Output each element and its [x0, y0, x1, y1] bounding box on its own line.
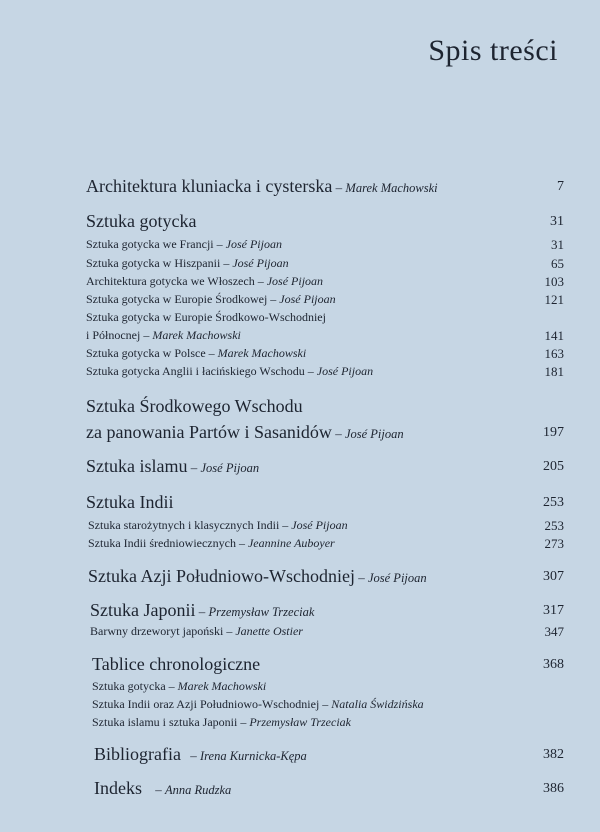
subentry-author: Marek Machowski [217, 346, 307, 360]
subentry-author: José Pijoan [279, 292, 336, 306]
subentry-title: Sztuka Indii oraz Azji Południowo-Wschodniej [92, 697, 320, 711]
subentry-title: Sztuka gotycka w Hiszpanii [86, 256, 221, 270]
subentry-page: 31 [551, 237, 564, 252]
entry-title: Sztuka Indii [86, 492, 174, 512]
entry-sep: – [331, 426, 345, 441]
subentry-page: 103 [544, 274, 564, 289]
subentry-author: Natalia Świdzińska [331, 697, 424, 711]
entry-sep: – [213, 237, 226, 251]
subentry-author: José Pijoan [291, 518, 348, 532]
entry-sep: – [304, 364, 317, 378]
entry-sep: – [354, 570, 368, 585]
entry-title: Indeks [94, 778, 142, 798]
entry-author: José Pijoan [344, 427, 404, 441]
entry-author: Marek Machowski [345, 181, 438, 195]
entry-sep: – [279, 518, 292, 532]
entry-sep: – [152, 782, 165, 797]
entry-page: 205 [543, 459, 564, 474]
subentry-title: Architektura gotycka we Włoszech [86, 274, 255, 288]
entry-page: 307 [543, 569, 564, 584]
subentry-page: 273 [544, 536, 564, 551]
subentry-title: i Północnej [86, 328, 141, 342]
entry-title-line2: za panowania Partów i Sasanidów [86, 422, 332, 442]
subentry-author: José Pijoan [232, 256, 289, 270]
subentry-page: 163 [544, 346, 564, 361]
subentry-page: 65 [551, 256, 564, 271]
subentry-author: Janette Ostier [235, 624, 303, 638]
entry-title: Architektura kluniacka i cysterska [86, 176, 333, 196]
subentry-title: Sztuka Indii średniowiecznych [88, 536, 236, 550]
entry-sep: – [165, 679, 178, 693]
entry-title: Tablice chronologiczne [92, 654, 261, 674]
subentry-title: Sztuka gotycka w Europie Środkowej [86, 292, 268, 306]
entry-sep: – [195, 604, 209, 619]
entry-title: Bibliografia [94, 744, 181, 764]
subentry-author: José Pijoan [316, 364, 374, 378]
entry-page: 253 [543, 495, 564, 510]
entry-page: 317 [543, 603, 564, 618]
entry-sep: – [267, 292, 280, 306]
subentry-author: Marek Machowski [152, 328, 241, 342]
subentry-title: Sztuka gotycka we Francji [86, 237, 214, 251]
entry-sep: – [140, 328, 153, 342]
subentry-page: 141 [544, 328, 564, 343]
entry-title: Sztuka islamu [86, 456, 188, 476]
subentry-title: Sztuka gotycka w Polsce [86, 346, 206, 360]
entry-page: 7 [557, 179, 564, 194]
entry-page: 382 [543, 747, 564, 762]
subentry-title: Sztuka gotycka w Europie Środkowo-Wschodniej [86, 310, 326, 324]
entry-title: Sztuka Azji Południowo-Wschodniej [88, 566, 355, 586]
subentry-page: 121 [544, 292, 564, 307]
entry-sep: – [332, 180, 346, 195]
entry-title-line1: Sztuka Środkowego Wschodu [86, 396, 303, 416]
subentry-title: Barwny drzeworyt japoński [90, 624, 224, 638]
entry-sep: – [254, 274, 267, 288]
entry-page: 197 [543, 425, 564, 440]
entry-sep: – [205, 346, 218, 360]
entry-sep: – [223, 624, 236, 638]
entry-page: 368 [543, 657, 564, 672]
entry-author: José Pijoan [367, 571, 427, 585]
page-title: Spis treści [428, 34, 558, 67]
entry-author: Irena Kurnicka-Kępa [199, 749, 307, 763]
entry-title: Sztuka Japonii [90, 600, 196, 620]
entry-sep: – [187, 460, 201, 475]
subentry-author: José Pijoan [266, 274, 324, 288]
entry-author: Anna Rudzka [165, 783, 232, 797]
subentry-author: Przemysław Trzeciak [249, 715, 351, 729]
subentry-author: Jeannine Auboyer [247, 536, 335, 550]
toc-entry-text [86, 176, 438, 197]
subentry-page: 253 [544, 518, 564, 533]
subentry-title: Sztuka gotycka [92, 679, 166, 693]
subentry-title: Sztuka gotycka Anglii i łacińskiego Wschodu [86, 364, 305, 378]
subentry-author: José Pijoan [225, 237, 282, 251]
subentry-title: Sztuka starożytnych i klasycznych Indii [88, 518, 280, 532]
entry-author: Przemysław Trzeciak [208, 605, 315, 619]
entry-sep: – [237, 715, 250, 729]
subentry-page: 347 [544, 624, 564, 639]
entry-sep: – [186, 748, 200, 763]
entry-page: 31 [550, 214, 564, 229]
entry-page: 386 [543, 781, 564, 796]
subentry-page: 181 [544, 364, 564, 379]
entry-sep: – [319, 697, 332, 711]
subentry-title: Sztuka islamu i sztuka Japonii [92, 715, 238, 729]
entry-sep: – [235, 536, 248, 550]
subentry-author: Marek Machowski [177, 679, 267, 693]
entry-sep: – [220, 256, 233, 270]
entry-title: Sztuka gotycka [86, 211, 197, 231]
entry-author: José Pijoan [200, 461, 260, 475]
